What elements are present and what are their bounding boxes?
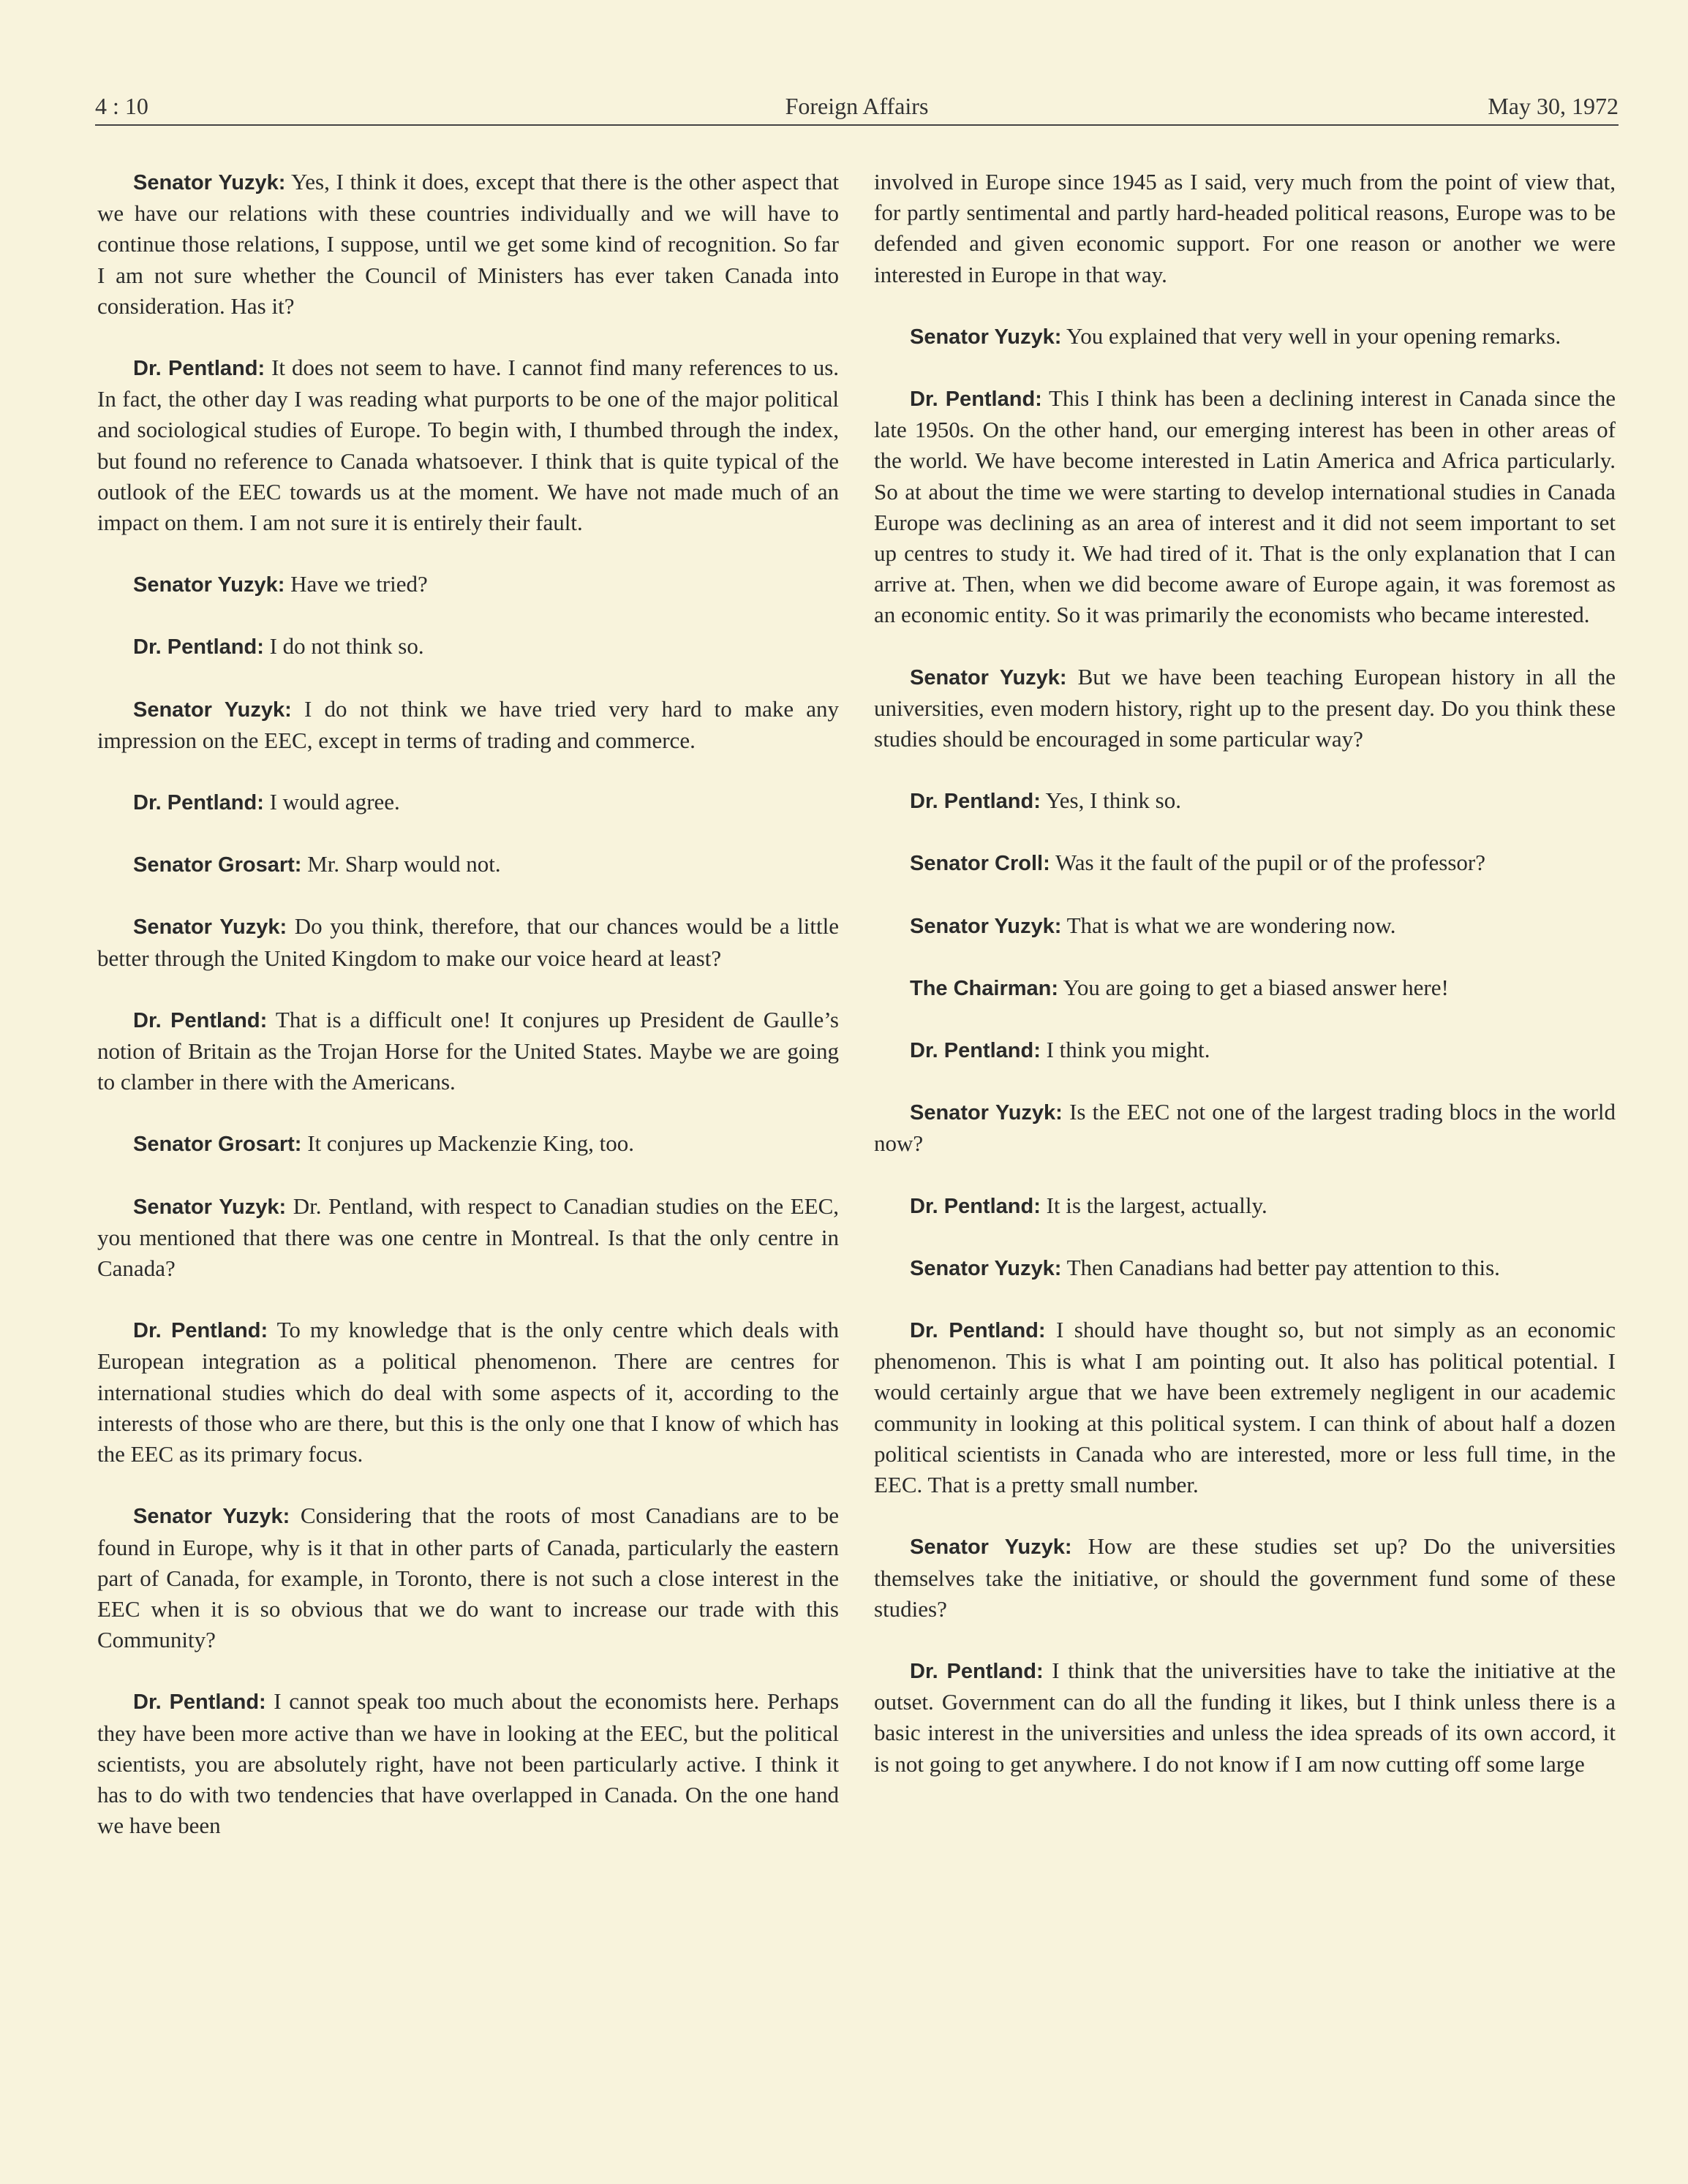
transcript-paragraph — [874, 1252, 1616, 1284]
transcript-paragraph — [874, 1097, 1616, 1159]
speech-text: Yes, I think so. — [1045, 787, 1181, 814]
speaker-name: Senator Yuzyk: — [133, 573, 285, 597]
transcript-paragraph — [874, 910, 1616, 942]
speaker-name: The Chairman: — [910, 976, 1059, 1000]
speech-text: You are going to get a biased answer here! — [1063, 974, 1449, 1000]
speech-text: It does not seem to have. I cannot find many references to us. In fact, the other day I was reading what purports to be one of the major political and sociological studies of Europe. To begin with, I thumbed through the index, but found no reference to Canada whatsoever. I think that is quite typical of the outlook of the EEC towards us at the moment. We have not made much of an impact on them. I am not sure it is entirely their fault. — [97, 355, 840, 536]
transcript-paragraph — [97, 1005, 839, 1098]
transcript-paragraph — [97, 1128, 839, 1160]
transcript-paragraph — [97, 631, 839, 662]
transcript-paragraph — [874, 785, 1616, 817]
speaker-name: Senator Yuzyk: — [133, 1505, 290, 1529]
speech-text: That is a difficult one! It conjures up President de Gaulle’s notion of Britain as the Trojan Horse for the United States. Maybe we are going to clamber in there with the Americans. — [97, 1006, 839, 1095]
speech-text: Yes, I think it does, except that there is the other aspect that we have our relations with these countries individually and we will have to continue those relations, I suppose, until we get some kind of recognition. So far I am not sure whether the Council of Ministers has ever taken Canada into consideration. Has it? — [97, 169, 839, 319]
transcript-paragraph — [874, 662, 1616, 755]
speech-text: I would agree. — [269, 789, 400, 815]
speaker-name: Dr. Pentland: — [910, 1039, 1041, 1063]
transcript-paragraph — [97, 1500, 839, 1655]
speech-text: Dr. Pentland, with respect to Canadian studies on the EEC, you mentioned that there was one centre in Montreal. Is that the only centre in Canada? — [97, 1193, 839, 1282]
speech-text: Have we tried? — [290, 571, 428, 597]
transcript-paragraph — [97, 911, 839, 973]
transcript-paragraph — [874, 1315, 1616, 1500]
speech-text: Considering that the roots of most Canadians are to be found in Europe, why is it that in other parts of Canada, particularly the eastern part of Canada, for example, in Toronto, there is not such a close interest in the EEC when it is so obvious that we do want to increase our trade with this Community? — [97, 1503, 839, 1653]
transcript-paragraph — [874, 1531, 1616, 1625]
transcript-paragraph — [874, 167, 1616, 290]
speech-text: This I think has been a declining interest in Canada since the late 1950s. On the other hand, our emerging interest has been in other areas of the world. We have become interested in Latin America and Africa particularly. So at about the time we were starting to develop international studies in Canada Europe was declining as an area of interest and it did not seem important to set up centres to study it. We had tired of it. That is the only explanation that I can arrive at. Then, when we did become aware of Europe again, it was foremost as an economic entity. So it was primarily the economists who became interested. — [874, 385, 1616, 628]
speech-text: Was it the fault of the pupil or of the professor? — [1055, 850, 1486, 876]
transcript-paragraph — [874, 1035, 1616, 1066]
speaker-name: Senator Grosart: — [133, 1133, 302, 1157]
speaker-name: Dr. Pentland: — [133, 1008, 268, 1032]
speaker-name: Dr. Pentland: — [910, 388, 1042, 412]
speech-text: It conjures up Mackenzie King, too. — [307, 1130, 634, 1157]
transcript-paragraph — [97, 1191, 839, 1285]
transcript-paragraph — [97, 167, 839, 322]
transcript-paragraph — [97, 352, 839, 538]
speaker-name: Senator Yuzyk: — [910, 1535, 1072, 1560]
speaker-name: Senator Yuzyk: — [133, 1195, 287, 1219]
transcript-paragraph — [97, 569, 839, 600]
speaker-name: Dr. Pentland: — [910, 1659, 1044, 1683]
speech-text: I think that the universities have to take the initiative at the outset. Government can do all the funding it likes, but I think unless there is a basic interest in the universities and unless the idea spreads of its own accord, it is not going to get anywhere. I do not know if I am now cutting off some large — [874, 1657, 1616, 1777]
speaker-name: Senator Yuzyk: — [910, 1256, 1062, 1280]
speaker-name: Senator Yuzyk: — [910, 1101, 1063, 1125]
speaker-name: Senator Yuzyk: — [910, 665, 1067, 689]
speaker-name: Senator Yuzyk: — [133, 171, 286, 194]
right-column — [874, 167, 1616, 1810]
speaker-name: Senator Yuzyk: — [910, 914, 1062, 938]
speech-text: It is the largest, actually. — [1046, 1192, 1267, 1218]
speaker-name: Senator Croll: — [910, 852, 1050, 876]
speech-text: I think you might. — [1046, 1037, 1210, 1063]
speaker-name: Dr. Pentland: — [133, 1690, 266, 1715]
speech-text: You explained that very well in your opening remarks. — [1066, 322, 1561, 349]
left-column — [97, 167, 839, 1872]
speech-text: But we have been teaching European history in all the universities, even modern history, right up to the present day. Do you think these studies should be encouraged in some particular way? — [874, 663, 1616, 752]
speaker-name: Dr. Pentland: — [133, 791, 264, 815]
speaker-name: Senator Yuzyk: — [133, 915, 287, 940]
speech-text: Then Canadians had better pay attention to this. — [1066, 1254, 1500, 1280]
speech-text: I do not think we have tried very hard to make any impression on the EEC, except in terms of trading and commerce. — [97, 695, 840, 753]
speaker-name: Dr. Pentland: — [910, 1319, 1046, 1343]
speaker-name: Dr. Pentland: — [133, 1319, 268, 1343]
speech-text: I do not think so. — [269, 633, 424, 660]
transcript-paragraph — [97, 1686, 839, 1841]
speech-text: Is the EEC not one of the largest trading blocs in the world now? — [874, 1099, 1616, 1157]
speech-text: Mr. Sharp would not. — [307, 851, 501, 877]
speaker-name: Dr. Pentland: — [910, 1194, 1041, 1218]
transcript-paragraph — [874, 383, 1616, 631]
transcript-paragraph — [874, 972, 1616, 1004]
transcript-paragraph — [97, 694, 839, 756]
publication-title: Foreign Affairs — [785, 93, 929, 119]
speech-text: To my knowledge that is the only centre which deals with European integration as a political phenomenon. There are centres for international studies which do deal with some aspects of it, according to the interests of those who are there, but this is the only one that I know of which has the EEC as its primary focus. — [97, 1317, 839, 1467]
transcript-paragraph — [874, 847, 1616, 879]
speaker-name: Dr. Pentland: — [133, 635, 264, 660]
page-date: May 30, 1972 — [1488, 93, 1619, 119]
transcript-paragraph — [97, 849, 839, 880]
page-number: 4 : 10 — [95, 93, 148, 119]
speech-text: I cannot speak too much about the economists here. Perhaps they have been more active than we have in looking at the EEC, but the political scientists, you are absolutely right, have not been particularly active. I think it has to do with two tendencies that have overlapped in Canada. On the one hand we have been — [97, 1688, 840, 1839]
transcript-paragraph — [97, 787, 839, 818]
transcript-paragraph — [874, 1655, 1616, 1780]
speech-text: involved in Europe since 1945 as I said, very much from the point of view that, for partly sentimental and partly hard-headed political reasons, Europe was to be defended and given economic support. For one reason or another we were interested in Europe in that way. — [874, 169, 1616, 287]
transcript-paragraph — [874, 1190, 1616, 1222]
speaker-name: Senator Grosart: — [133, 853, 302, 877]
speech-text: Do you think, therefore, that our chances would be a little better through the United Kingdom to make our voice heard at least? — [97, 913, 839, 971]
speaker-name: Dr. Pentland: — [910, 790, 1041, 814]
page-header — [95, 82, 1619, 126]
speaker-name: Dr. Pentland: — [133, 357, 265, 381]
transcript-paragraph — [97, 1315, 839, 1470]
speaker-name: Senator Yuzyk: — [910, 325, 1062, 349]
speech-text: How are these studies set up? Do the universities themselves take the initiative, or should the government fund some of these studies? — [874, 1533, 1616, 1622]
transcript-paragraph — [874, 321, 1616, 352]
speaker-name: Senator Yuzyk: — [133, 698, 292, 722]
speech-text: I should have thought so, but not simply as an economic phenomenon. This is what I am pointing out. It also has political potential. I would certainly argue that we have been extremely negligent in our academic community in looking at this political system. I can think of about half a dozen political scientists in Canada who are interested, more or less full time, in the EEC. That is a pretty small number. — [874, 1317, 1616, 1498]
speech-text: That is what we are wondering now. — [1066, 912, 1396, 938]
